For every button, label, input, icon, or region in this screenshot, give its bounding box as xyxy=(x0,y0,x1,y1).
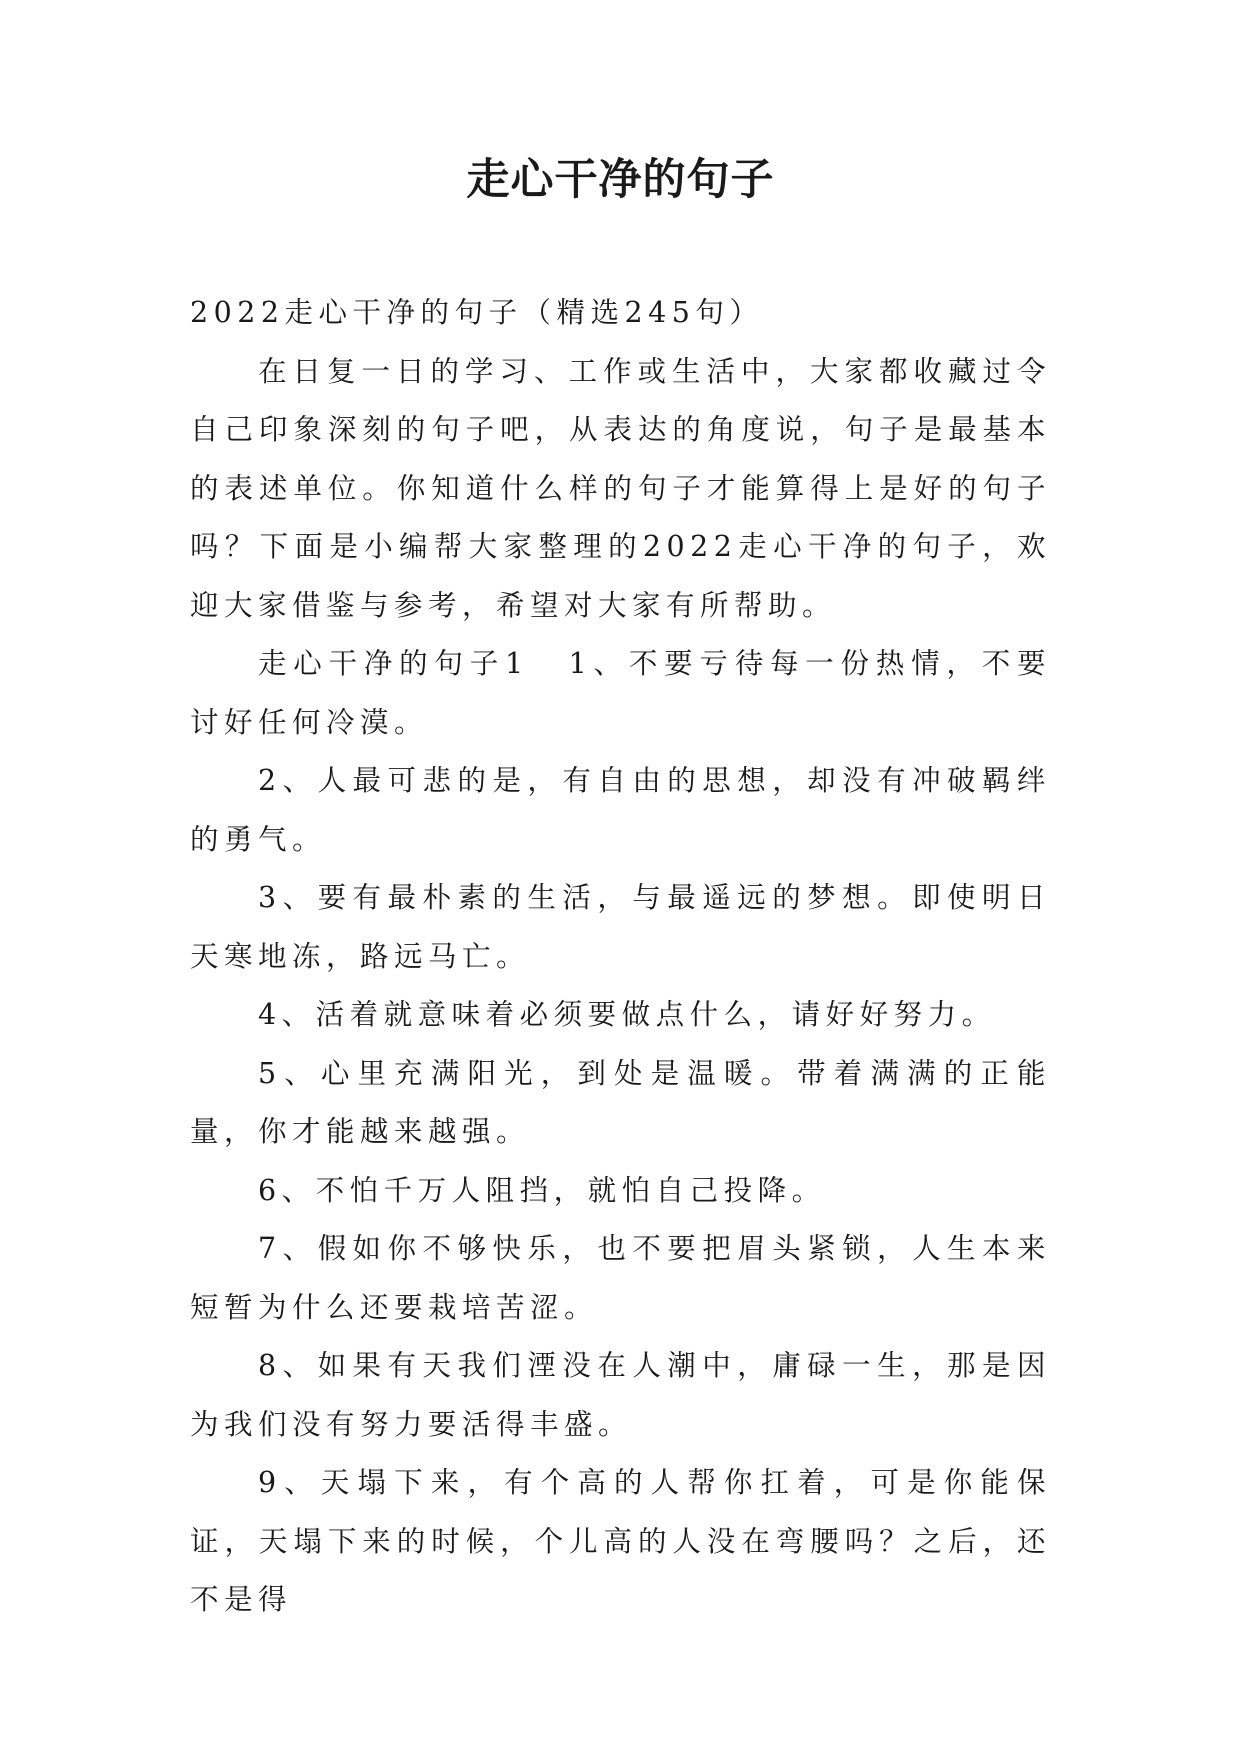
section-heading: 走心干净的句子1 xyxy=(258,647,529,680)
sentence-4: 4、活着就意味着必须要做点什么，请好好努力。 xyxy=(258,998,996,1031)
sentence-1: 1、不要亏待每一份热情，不要讨好任何冷漠。 xyxy=(190,647,1051,739)
section-first-paragraph xyxy=(190,635,1051,752)
sentence-7: 7、假如你不够快乐，也不要把眉头紧锁，人生本来短暂为什么还要栽培苦涩。 xyxy=(190,1232,1051,1324)
document-subtitle: 2022走心干净的句子（精选245句） xyxy=(190,296,764,329)
sentence-6: 6、不怕千万人阻挡，就怕自己投降。 xyxy=(258,1173,826,1207)
document-body xyxy=(190,284,1051,1630)
sentence-5: 5、心里充满阳光，到处是温暖。带着满满的正能量，你才能越来越强。 xyxy=(190,1056,1051,1148)
document-title: 走心干净的句子 xyxy=(466,155,775,205)
sentence-8: 8、如果有天我们湮没在人潮中，庸碌一生，那是因为我们没有努力要活得丰盛。 xyxy=(190,1349,1051,1441)
sentence-2: 2、人最可悲的是，有自由的思想，却没有冲破羁绊的勇气。 xyxy=(190,764,1051,856)
intro-paragraph: 在日复一日的学习、工作或生活中，大家都收藏过令自己印象深刻的句子吧，从表达的角度说，句子是最基本的表述单位。你知道什么样的句子才能算得上是好的句子吗？下面是小编帮大家整理的2022走心干净的句子，欢迎大家借鉴与参考，希望对大家有所帮助。 xyxy=(190,354,1051,622)
sentence-3: 3、要有最朴素的生活，与最遥远的梦想。即使明日天寒地冻，路远马亡。 xyxy=(190,881,1051,973)
sentence-9: 9、天塌下来，有个高的人帮你扛着，可是你能保证，天塌下来的时候，个儿高的人没在弯腰吗？之后，还不是得 xyxy=(190,1466,1051,1616)
